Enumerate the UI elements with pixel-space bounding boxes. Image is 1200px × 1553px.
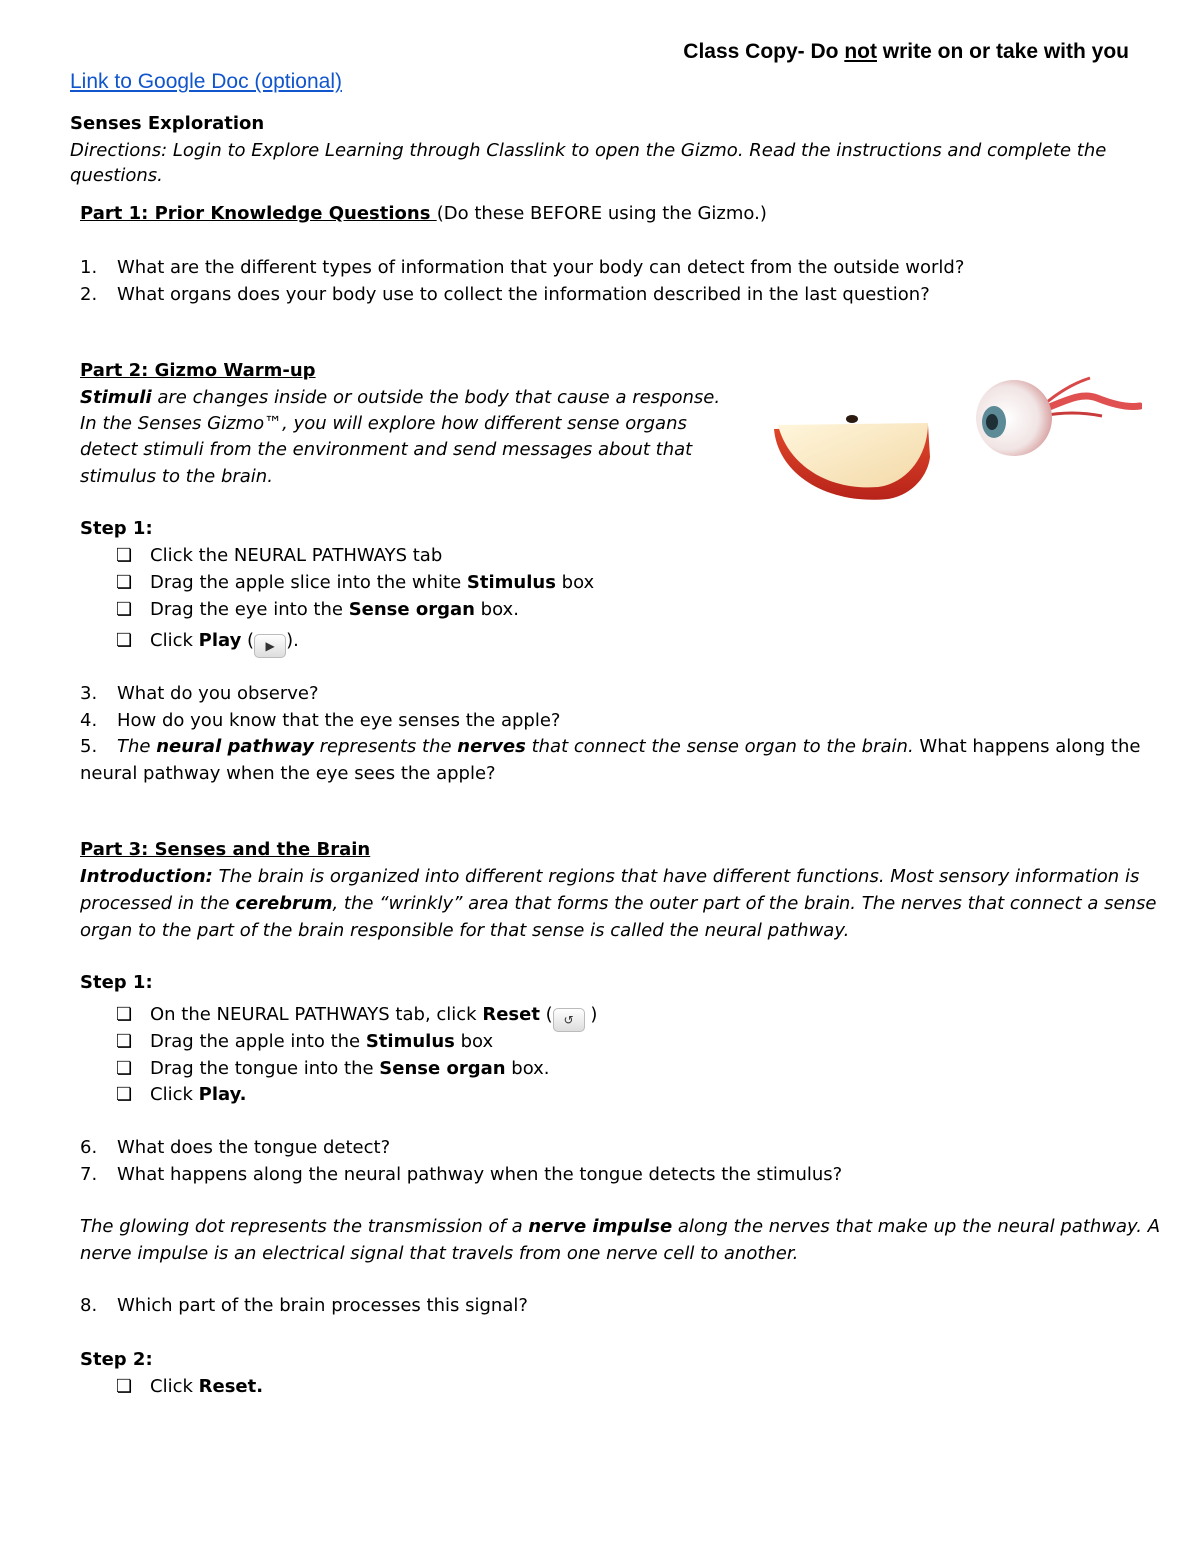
question-8: 8. Which part of the brain processes this signal? — [80, 1295, 528, 1316]
part3-step-item-2[interactable]: ❏ Drag the apple into the Stimulus box — [116, 1028, 493, 1055]
eye-image — [972, 372, 1142, 462]
part3-heading: Part 3: Senses and the Brain — [80, 839, 371, 860]
checkbox-icon: ❏ — [116, 1084, 133, 1105]
checkbox-icon: ❏ — [116, 599, 133, 620]
nerve-impulse-note-1: The glowing dot represents the transmission of a nerve impulse along the nerves that make up the neural pathway. A — [80, 1216, 1161, 1237]
part3-step1-label: Step 1: — [80, 972, 153, 993]
question-1: 1. What are the different types of information that your body can detect from the outside world? — [80, 257, 965, 278]
part3-intro-2: processed in the cerebrum, the “wrinkly” area that forms the outer part of the brain. The nerves that connect a sense — [80, 893, 1157, 914]
checkbox-icon: ❏ — [116, 1058, 133, 1079]
part3-step2-label: Step 2: — [80, 1349, 153, 1370]
question-5-line-2: neural pathway when the eye sees the apple? — [80, 763, 496, 784]
question-3: 3. What do you observe? — [80, 683, 319, 704]
question-7: 7. What happens along the neural pathway when the tongue detects the stimulus? — [80, 1164, 843, 1185]
checkbox-icon: ❏ — [116, 1004, 133, 1025]
reset-icon: ↺ — [553, 1008, 585, 1032]
directions-line-2: questions. — [70, 165, 163, 186]
part2-step-item-4[interactable]: ❏ Click Play ( ▶ ). — [116, 627, 299, 658]
checkbox-icon: ❏ — [116, 572, 133, 593]
part2-step1-label: Step 1: — [80, 518, 153, 539]
play-icon: ▶ — [254, 634, 286, 658]
class-copy-note: Class Copy- Do not write on or take with you — [683, 40, 1129, 63]
part3-step-item-3[interactable]: ❏ Drag the tongue into the Sense organ box. — [116, 1055, 550, 1082]
checkbox-icon: ❏ — [116, 1376, 133, 1397]
checkbox-icon: ❏ — [116, 630, 133, 651]
part2-description-3: stimulus to the brain. — [80, 466, 273, 487]
part2-heading: Part 2: Gizmo Warm-up — [80, 360, 316, 381]
part3-intro-3: organ to the part of the brain responsible for that sense is called the neural pathway. — [80, 920, 850, 941]
question-2: 2. What organs does your body use to collect the information described in the last question? — [80, 284, 930, 305]
document-title: Senses Exploration — [70, 113, 265, 134]
part2-step-item-1[interactable]: ❏ Click the NEURAL PATHWAYS tab — [116, 542, 442, 569]
question-4: 4. How do you know that the eye senses the apple? — [80, 710, 561, 731]
part3-step-item-4[interactable]: ❏ Click Play. — [116, 1081, 247, 1108]
part3-step-item-1[interactable]: ❏ On the NEURAL PATHWAYS tab, click Reset ( ↺ ) — [116, 1001, 597, 1032]
apple-slice-image — [768, 405, 938, 505]
part1-heading: Part 1: Prior Knowledge Questions (Do these BEFORE using the Gizmo.) — [80, 203, 767, 224]
part3-intro-1: Introduction: The brain is organized into different regions that have different functions. Most sensory information is — [80, 866, 1140, 887]
part2-description-1: In the Senses Gizmo™, you will explore how different sense organs — [80, 413, 687, 434]
nerve-impulse-note-2: nerve impulse is an electrical signal that travels from one nerve cell to another. — [80, 1243, 799, 1264]
part2-step-item-2[interactable]: ❏ Drag the apple slice into the white Stimulus box — [116, 569, 594, 596]
google-doc-link[interactable]: Link to Google Doc (optional) — [70, 70, 342, 93]
stimuli-definition: Stimuli are changes inside or outside the body that cause a response. — [80, 387, 721, 408]
checkbox-icon: ❏ — [116, 545, 133, 566]
part2-step-item-3[interactable]: ❏ Drag the eye into the Sense organ box. — [116, 596, 519, 623]
part2-description-2: detect stimuli from the environment and send messages about that — [80, 439, 693, 460]
question-6: 6. What does the tongue detect? — [80, 1137, 391, 1158]
question-5: 5. The neural pathway represents the nerves that connect the sense organ to the brain. What happens along the — [80, 736, 1141, 757]
part3-step2-item-1[interactable]: ❏ Click Reset. — [116, 1373, 263, 1400]
checkbox-icon: ❏ — [116, 1031, 133, 1052]
directions-line-1: Directions: Login to Explore Learning through Classlink to open the Gizmo. Read the instructions and complete the — [70, 140, 1107, 161]
